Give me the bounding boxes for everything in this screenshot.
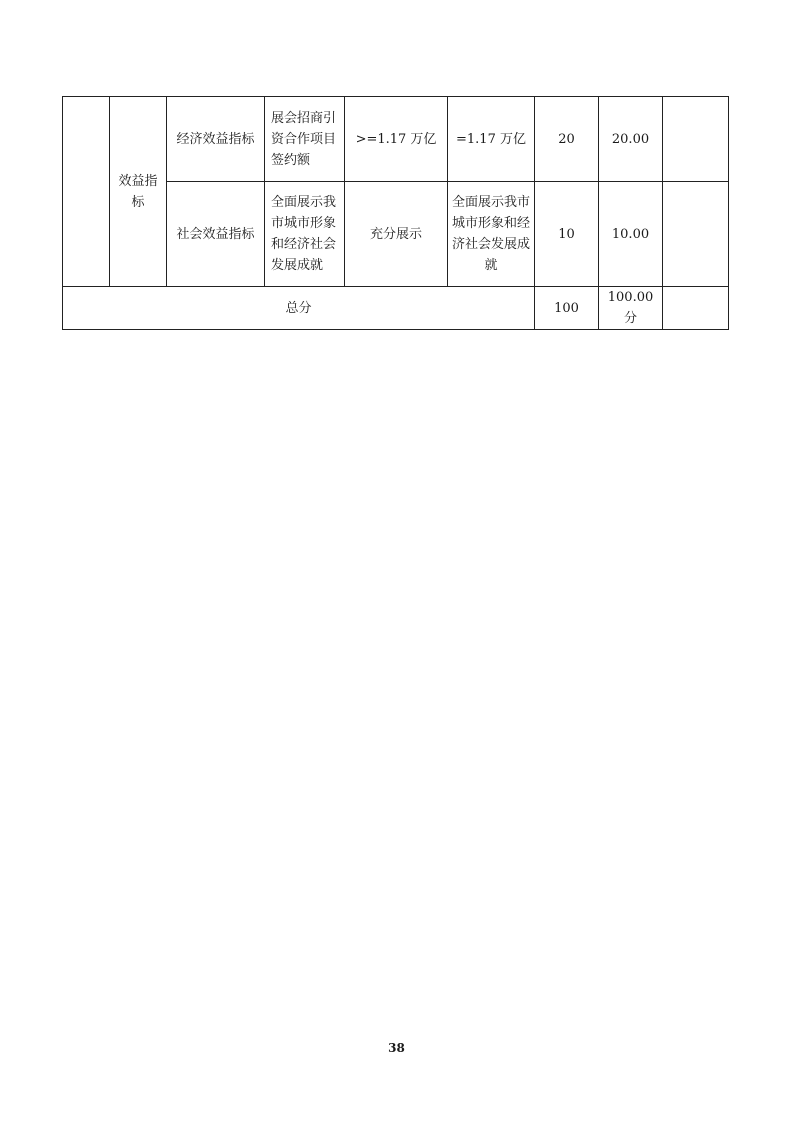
table-row (63, 97, 729, 182)
weight-cell: 10 (535, 182, 599, 287)
weight-cell: 20 (535, 97, 599, 182)
performance-table (62, 96, 729, 330)
item-cell: 展会招商引资合作项目签约额 (265, 97, 345, 182)
score-cell: 10.00 (599, 182, 663, 287)
indicator-cell: 社会效益指标 (167, 182, 265, 287)
level2-cell: 效益指标 (110, 97, 167, 287)
note-cell (663, 97, 729, 182)
level1-cell (63, 97, 110, 287)
target-cell: >=1.17 万亿 (345, 97, 448, 182)
item-cell: 全面展示我市城市形象和经济社会发展成就 (265, 182, 345, 287)
total-label: 总分 (63, 287, 535, 330)
total-row (63, 287, 729, 330)
total-note (663, 287, 729, 330)
note-cell (663, 182, 729, 287)
total-weight: 100 (535, 287, 599, 330)
target-cell: 充分展示 (345, 182, 448, 287)
score-cell: 20.00 (599, 97, 663, 182)
total-score: 100.00 分 (599, 287, 663, 330)
actual-cell: 全面展示我市城市形象和经济社会发展成就 (448, 182, 535, 287)
indicator-cell: 经济效益指标 (167, 97, 265, 182)
actual-cell: =1.17 万亿 (448, 97, 535, 182)
page-number: 38 (388, 1041, 405, 1055)
